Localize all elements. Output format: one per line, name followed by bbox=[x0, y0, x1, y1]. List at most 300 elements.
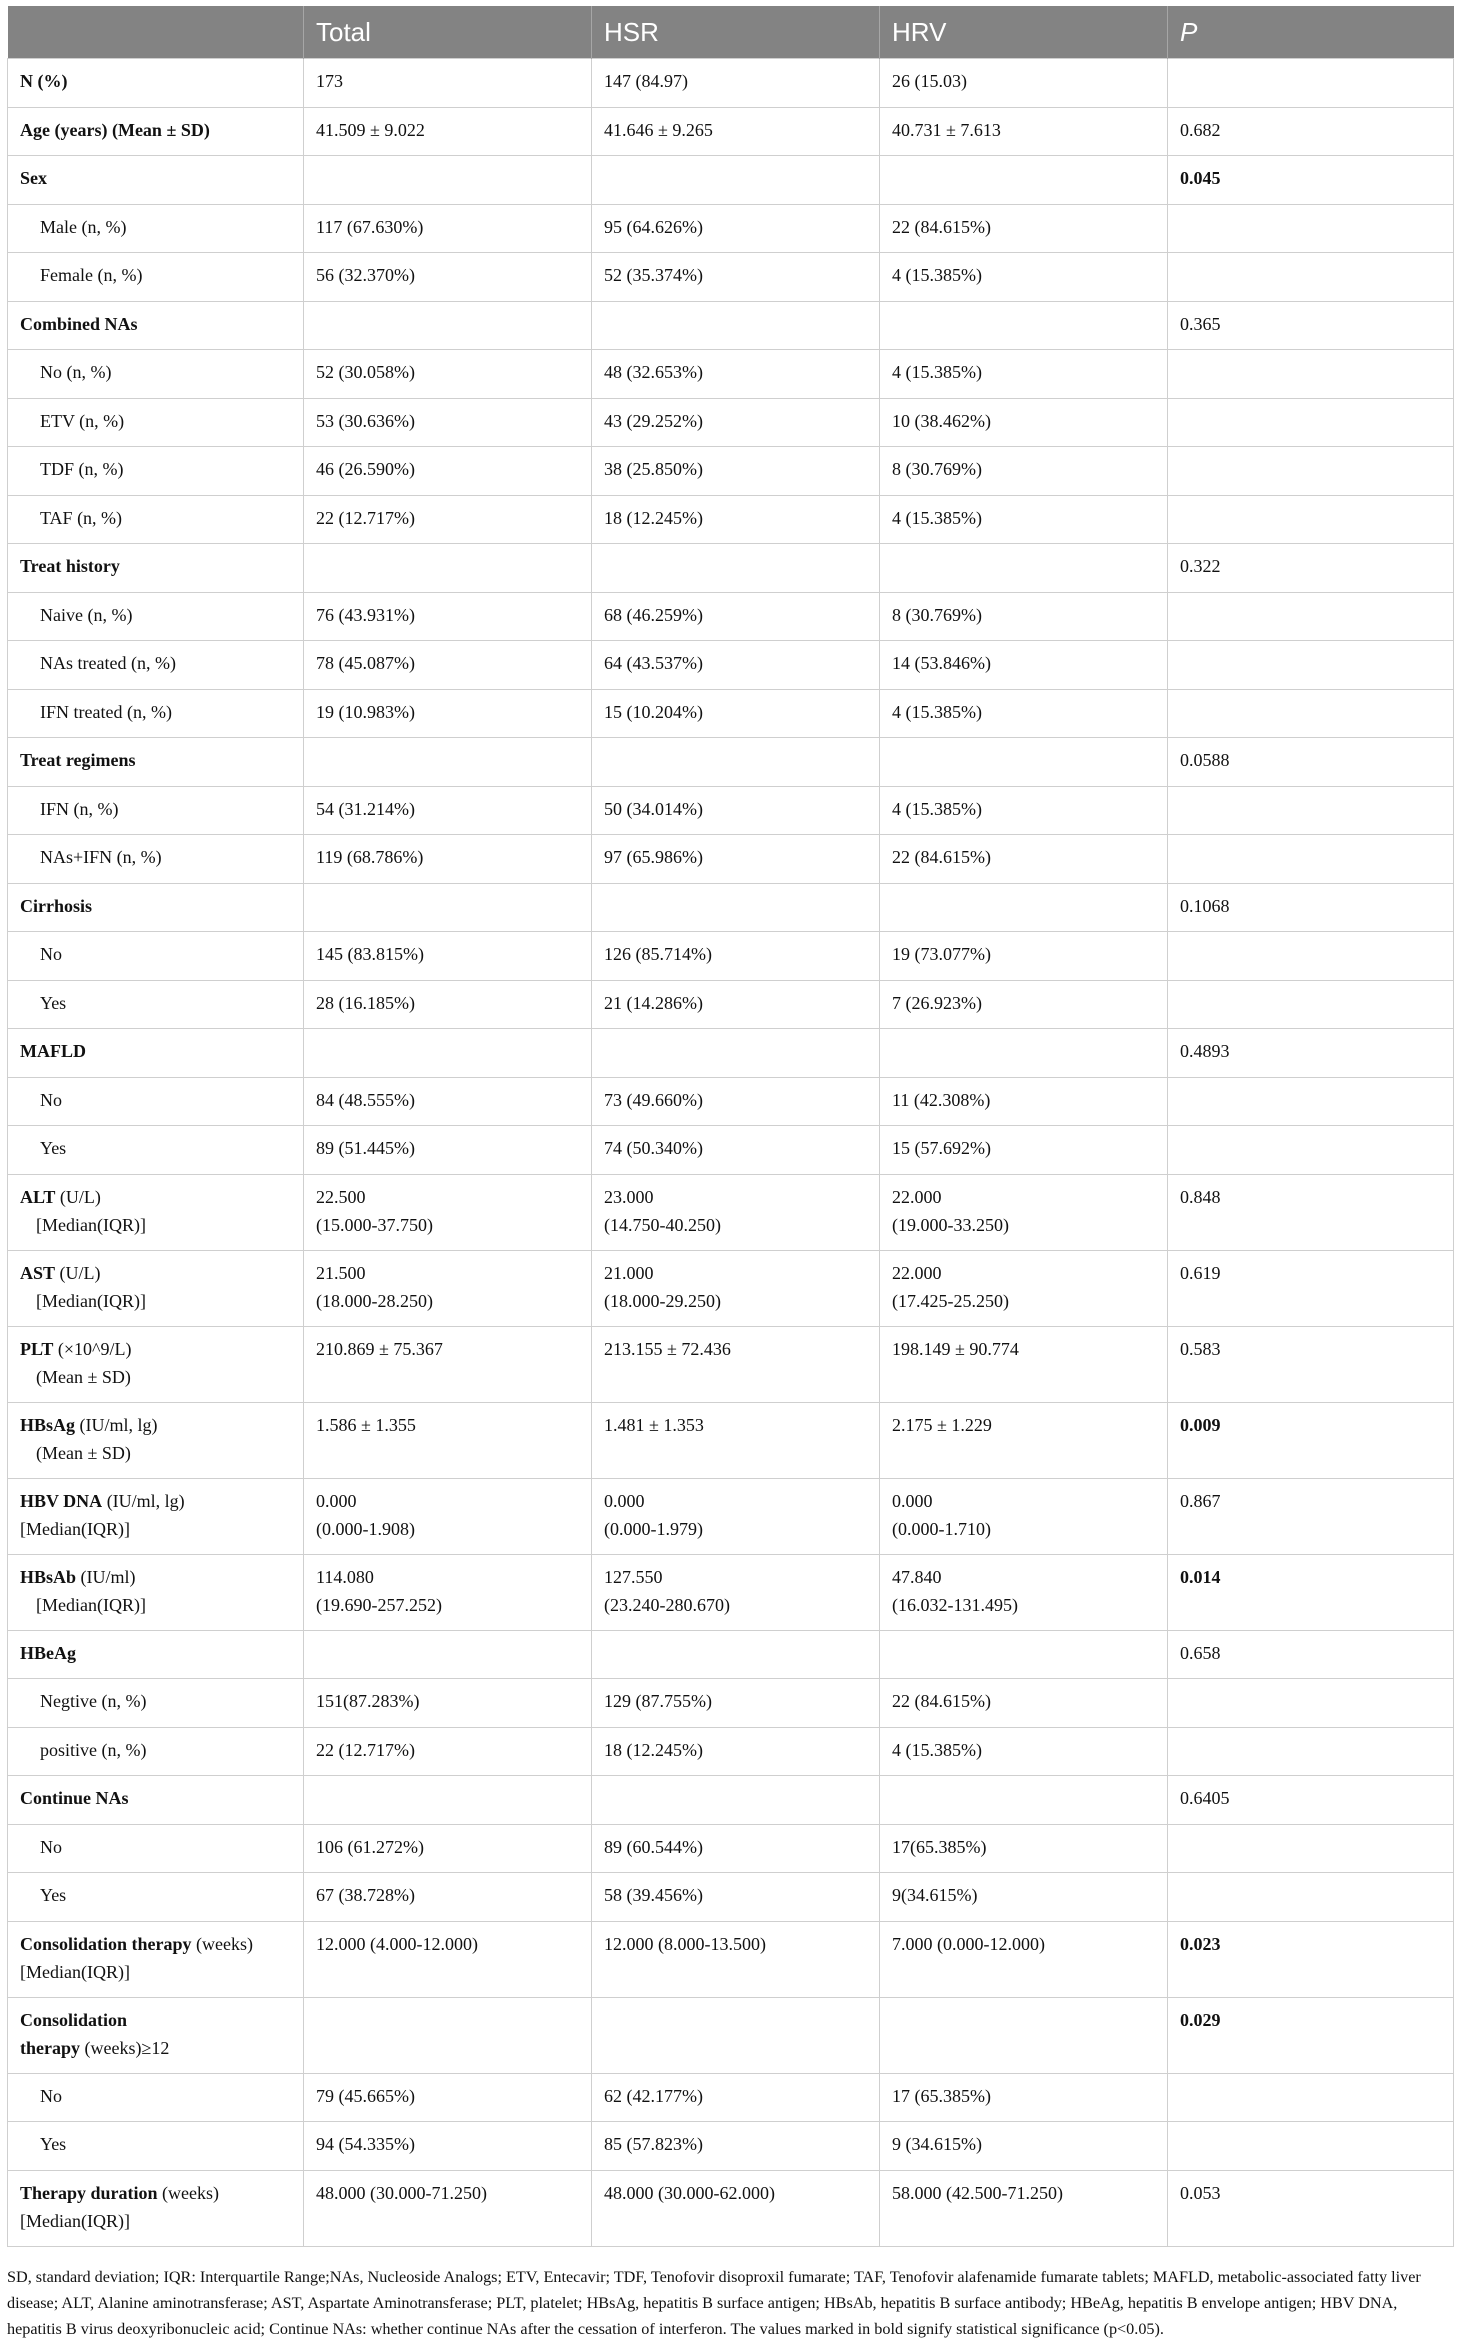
table-row bbox=[8, 2122, 1454, 2171]
cell-hsr bbox=[592, 738, 880, 787]
cell-p-value bbox=[1168, 253, 1454, 302]
table-row bbox=[8, 1029, 1454, 1078]
row-label-text: (IU/ml, lg) bbox=[102, 1490, 185, 1511]
row-label-bold: Age (years) (Mean ± SD) bbox=[20, 119, 210, 140]
table-row bbox=[8, 495, 1454, 544]
cell-hsr bbox=[592, 932, 880, 981]
cell-hsr-value: 97 (65.986%) bbox=[604, 847, 703, 867]
cell-total bbox=[304, 447, 592, 496]
row-label-text: Yes bbox=[40, 1885, 67, 1905]
cell-hsr-value: 127.550 bbox=[604, 1566, 663, 1587]
cell-p-value: 0.045 bbox=[1168, 156, 1454, 205]
cell-hsr bbox=[592, 1029, 880, 1078]
cell-hrv bbox=[880, 1776, 1168, 1825]
row-label-text: No bbox=[40, 1836, 62, 1857]
cell-hrv-value: 22.000 bbox=[892, 1186, 942, 1207]
cell-hrv-value: 15 (57.692%) bbox=[892, 1138, 991, 1158]
cell-total-value: 151(87.283%) bbox=[316, 1691, 420, 1711]
cell-p-value: 0.014 bbox=[1168, 1554, 1454, 1630]
cell-p-value: 0.848 bbox=[1168, 1174, 1454, 1250]
cell-hrv bbox=[880, 1174, 1168, 1250]
cell-p-value: 0.583 bbox=[1168, 1326, 1454, 1402]
cell-total-value: 94 (54.335%) bbox=[316, 2134, 415, 2154]
cell-hrv-range: (0.000-1.710) bbox=[892, 1518, 991, 1539]
cell-hsr bbox=[592, 592, 880, 641]
row-label-bold: Consolidation therapy bbox=[20, 1933, 192, 1954]
cell-p-value bbox=[1168, 1679, 1454, 1728]
cell-total-value: 79 (45.665%) bbox=[316, 2085, 415, 2106]
cell-total-value: 48.000 (30.000-71.250) bbox=[316, 2182, 487, 2203]
row-label-text: IFN (n, %) bbox=[40, 798, 119, 819]
row-label bbox=[8, 1630, 304, 1679]
cell-hrv bbox=[880, 980, 1168, 1029]
cell-total bbox=[304, 2073, 592, 2122]
cell-total bbox=[304, 398, 592, 447]
cell-hsr bbox=[592, 980, 880, 1029]
row-label bbox=[8, 1077, 304, 1126]
cell-hsr bbox=[592, 204, 880, 253]
row-label bbox=[8, 2122, 304, 2171]
row-label bbox=[8, 398, 304, 447]
cell-total bbox=[304, 786, 592, 835]
table-row bbox=[8, 689, 1454, 738]
cell-p-value: 0.619 bbox=[1168, 1250, 1454, 1326]
cell-hsr-value: 68 (46.259%) bbox=[604, 604, 703, 625]
cell-hrv-value: 4 (15.385%) bbox=[892, 1739, 982, 1760]
cell-hsr bbox=[592, 835, 880, 884]
cell-p-value bbox=[1168, 980, 1454, 1029]
cell-total bbox=[304, 883, 592, 932]
cell-total bbox=[304, 1921, 592, 1997]
cell-hsr-value: 18 (12.245%) bbox=[604, 507, 703, 528]
row-label-bold: MAFLD bbox=[20, 1041, 86, 1061]
cell-p-value: 0.009 bbox=[1168, 1402, 1454, 1478]
row-label-line2 bbox=[20, 1363, 291, 1391]
cell-total bbox=[304, 738, 592, 787]
cell-hrv-value: 9(34.615%) bbox=[892, 1885, 978, 1905]
cell-hsr bbox=[592, 786, 880, 835]
cell-total-value: 173 bbox=[316, 71, 343, 91]
cell-hsr-value: 126 (85.714%) bbox=[604, 944, 712, 964]
cell-hrv-value: 8 (30.769%) bbox=[892, 604, 982, 625]
cell-hsr-value: 58 (39.456%) bbox=[604, 1885, 703, 1905]
table-row bbox=[8, 641, 1454, 690]
cell-hrv bbox=[880, 1478, 1168, 1554]
row-label-line2-text: (weeks)≥12 bbox=[80, 2037, 170, 2058]
row-label-bold: HBeAg bbox=[20, 1642, 76, 1663]
row-label-line2-text: [Median(IQR)] bbox=[20, 2210, 130, 2231]
cell-hsr-value: 41.646 ± 9.265 bbox=[604, 119, 713, 140]
row-label bbox=[8, 1478, 304, 1554]
cell-hsr bbox=[592, 1077, 880, 1126]
row-label bbox=[8, 835, 304, 884]
row-label-bold: Treat regimens bbox=[20, 750, 136, 770]
cell-hsr bbox=[592, 1776, 880, 1825]
table-row bbox=[8, 1630, 1454, 1679]
row-label bbox=[8, 1029, 304, 1078]
row-label-text: Yes bbox=[40, 1138, 67, 1158]
cell-p-value: 0.867 bbox=[1168, 1478, 1454, 1554]
table-row bbox=[8, 592, 1454, 641]
table-row bbox=[8, 1174, 1454, 1250]
table-row bbox=[8, 738, 1454, 787]
cell-total bbox=[304, 1029, 592, 1078]
cell-p-value bbox=[1168, 1126, 1454, 1175]
row-label-text: TDF (n, %) bbox=[40, 459, 124, 479]
cell-hsr-value: 62 (42.177%) bbox=[604, 2085, 703, 2106]
row-label-text: No bbox=[40, 2085, 62, 2106]
cell-total-value: 41.509 ± 9.022 bbox=[316, 119, 425, 140]
row-label-text: Naive (n, %) bbox=[40, 604, 133, 625]
cell-hrv bbox=[880, 544, 1168, 593]
cell-total bbox=[304, 59, 592, 108]
cell-p-value: 0.0588 bbox=[1168, 738, 1454, 787]
row-label-line2 bbox=[20, 1515, 291, 1543]
row-label bbox=[8, 253, 304, 302]
row-label-line2 bbox=[20, 1439, 291, 1467]
cell-hrv-value: 9 (34.615%) bbox=[892, 2134, 982, 2154]
cell-hrv bbox=[880, 932, 1168, 981]
row-label bbox=[8, 1824, 304, 1873]
table-row bbox=[8, 398, 1454, 447]
cell-total bbox=[304, 1776, 592, 1825]
cell-total bbox=[304, 1727, 592, 1776]
cell-total bbox=[304, 1679, 592, 1728]
cell-total bbox=[304, 1402, 592, 1478]
cell-total-value: 22.500 bbox=[316, 1186, 366, 1207]
cell-hsr bbox=[592, 1679, 880, 1728]
table-row bbox=[8, 2073, 1454, 2122]
cell-hrv-value: 10 (38.462%) bbox=[892, 410, 991, 431]
cell-hrv bbox=[880, 156, 1168, 205]
cell-total bbox=[304, 1174, 592, 1250]
cell-p-value bbox=[1168, 495, 1454, 544]
table-row bbox=[8, 1402, 1454, 1478]
cell-total-value: 117 (67.630%) bbox=[316, 216, 424, 237]
table-row bbox=[8, 1126, 1454, 1175]
cell-hsr-value: 0.000 bbox=[604, 1490, 645, 1511]
cell-hrv-value: 40.731 ± 7.613 bbox=[892, 119, 1001, 140]
cell-hsr-value: 74 (50.340%) bbox=[604, 1138, 703, 1158]
cell-total-value: 1.586 ± 1.355 bbox=[316, 1414, 416, 1435]
row-label-text: Yes bbox=[40, 2134, 67, 2154]
cell-hrv bbox=[880, 1326, 1168, 1402]
cell-total-value: 84 (48.555%) bbox=[316, 1089, 415, 1110]
cell-hsr-value: 48 (32.653%) bbox=[604, 362, 703, 382]
row-label-line2-text: [Median(IQR)] bbox=[36, 1214, 146, 1235]
cell-hsr bbox=[592, 1873, 880, 1922]
row-label bbox=[8, 350, 304, 399]
cell-total-value: 12.000 (4.000-12.000) bbox=[316, 1933, 478, 1954]
row-label bbox=[8, 544, 304, 593]
cell-hsr bbox=[592, 350, 880, 399]
row-label bbox=[8, 2170, 304, 2246]
cell-p-value: 0.365 bbox=[1168, 301, 1454, 350]
row-label-text: positive (n, %) bbox=[40, 1739, 147, 1760]
cell-p-value bbox=[1168, 1873, 1454, 1922]
row-label bbox=[8, 447, 304, 496]
cell-hrv bbox=[880, 592, 1168, 641]
row-label-bold: Continue NAs bbox=[20, 1788, 129, 1808]
cell-total bbox=[304, 1250, 592, 1326]
cell-total-value: 56 (32.370%) bbox=[316, 265, 415, 285]
table-row bbox=[8, 1554, 1454, 1630]
row-label bbox=[8, 592, 304, 641]
row-label-text: ETV (n, %) bbox=[40, 410, 125, 431]
table-row bbox=[8, 59, 1454, 108]
row-label-bold: ALT bbox=[20, 1186, 56, 1207]
row-label-text: No bbox=[40, 1089, 62, 1110]
row-label bbox=[8, 1679, 304, 1728]
cell-hsr bbox=[592, 544, 880, 593]
cell-hsr-range: (0.000-1.979) bbox=[604, 1518, 703, 1539]
cell-total bbox=[304, 1554, 592, 1630]
cell-hrv-value: 26 (15.03) bbox=[892, 71, 967, 91]
row-label-text: No (n, %) bbox=[40, 362, 112, 382]
cell-hsr bbox=[592, 2170, 880, 2246]
row-label-bold: HBsAg bbox=[20, 1414, 76, 1435]
row-label-text: TAF (n, %) bbox=[40, 507, 123, 528]
table-row bbox=[8, 1727, 1454, 1776]
cell-total bbox=[304, 641, 592, 690]
cell-hsr-value: 50 (34.014%) bbox=[604, 798, 703, 819]
cell-hrv bbox=[880, 1824, 1168, 1873]
cell-hrv bbox=[880, 1679, 1168, 1728]
row-label bbox=[8, 1174, 304, 1250]
cell-p-value: 0.6405 bbox=[1168, 1776, 1454, 1825]
row-label-bold: AST bbox=[20, 1262, 56, 1283]
table-row bbox=[8, 2170, 1454, 2246]
row-label bbox=[8, 1126, 304, 1175]
cell-hrv bbox=[880, 1873, 1168, 1922]
table-row bbox=[8, 1873, 1454, 1922]
row-label bbox=[8, 301, 304, 350]
cell-hrv-value: 7.000 (0.000-12.000) bbox=[892, 1933, 1045, 1954]
table-row bbox=[8, 107, 1454, 156]
row-label bbox=[8, 495, 304, 544]
row-label-text: Female (n, %) bbox=[40, 265, 143, 285]
row-label-text: (×10^9/L) bbox=[53, 1338, 132, 1359]
cell-hsr bbox=[592, 689, 880, 738]
cell-total-value: 22 (12.717%) bbox=[316, 507, 415, 528]
table-row bbox=[8, 1478, 1454, 1554]
row-label-text: (weeks) bbox=[191, 1933, 254, 1954]
cell-hrv bbox=[880, 2170, 1168, 2246]
row-label-bold: N (%) bbox=[20, 71, 68, 91]
cell-hsr-value: 38 (25.850%) bbox=[604, 459, 703, 479]
cell-total-value: 210.869 ± 75.367 bbox=[316, 1338, 443, 1359]
cell-hsr-value: 73 (49.660%) bbox=[604, 1089, 703, 1110]
table-row bbox=[8, 835, 1454, 884]
cell-p-value bbox=[1168, 689, 1454, 738]
row-label-line2 bbox=[20, 2034, 291, 2062]
cell-p-value bbox=[1168, 2122, 1454, 2171]
cell-hrv bbox=[880, 204, 1168, 253]
cell-total-value: 119 (68.786%) bbox=[316, 847, 424, 867]
row-label-text: (IU/ml, lg) bbox=[75, 1414, 158, 1435]
cell-total bbox=[304, 1997, 592, 2073]
cell-hrv-value: 17 (65.385%) bbox=[892, 2085, 991, 2106]
cell-hsr bbox=[592, 495, 880, 544]
cell-total-value: 54 (31.214%) bbox=[316, 798, 415, 819]
cell-hrv-value: 198.149 ± 90.774 bbox=[892, 1338, 1019, 1359]
cell-hrv-value: 11 (42.308%) bbox=[892, 1089, 991, 1110]
cell-total bbox=[304, 156, 592, 205]
table-row bbox=[8, 301, 1454, 350]
row-label-bold: Treat history bbox=[20, 556, 120, 576]
cell-hsr bbox=[592, 156, 880, 205]
row-label bbox=[8, 204, 304, 253]
cell-hrv bbox=[880, 1997, 1168, 2073]
cell-total bbox=[304, 204, 592, 253]
row-label bbox=[8, 883, 304, 932]
cell-total-range: (19.690-257.252) bbox=[316, 1594, 442, 1615]
cell-p-value bbox=[1168, 398, 1454, 447]
cell-hsr bbox=[592, 1174, 880, 1250]
row-label bbox=[8, 1727, 304, 1776]
cell-total-value: 46 (26.590%) bbox=[316, 459, 415, 479]
cell-total bbox=[304, 107, 592, 156]
table-body bbox=[8, 59, 1454, 2247]
baseline-characteristics-table bbox=[7, 6, 1454, 2247]
cell-p-value: 0.1068 bbox=[1168, 883, 1454, 932]
cell-hrv bbox=[880, 1402, 1168, 1478]
cell-total-value: 145 (83.815%) bbox=[316, 944, 424, 964]
cell-hrv-value: 8 (30.769%) bbox=[892, 459, 982, 479]
row-label bbox=[8, 932, 304, 981]
cell-hsr-value: 48.000 (30.000-62.000) bbox=[604, 2182, 775, 2203]
cell-total bbox=[304, 301, 592, 350]
cell-p-value bbox=[1168, 786, 1454, 835]
row-label-text: NAs+IFN (n, %) bbox=[40, 847, 162, 867]
cell-total bbox=[304, 544, 592, 593]
table-row bbox=[8, 1250, 1454, 1326]
cell-hrv-value: 4 (15.385%) bbox=[892, 701, 982, 722]
row-label bbox=[8, 1873, 304, 1922]
cell-hrv-value: 4 (15.385%) bbox=[892, 798, 982, 819]
row-label-line2 bbox=[20, 2207, 291, 2235]
cell-hrv bbox=[880, 1250, 1168, 1326]
cell-hrv-value: 7 (26.923%) bbox=[892, 992, 982, 1013]
cell-hrv bbox=[880, 301, 1168, 350]
table-row bbox=[8, 447, 1454, 496]
cell-hsr bbox=[592, 2073, 880, 2122]
cell-hrv-value: 22 (84.615%) bbox=[892, 216, 991, 237]
cell-hrv bbox=[880, 641, 1168, 690]
cell-hsr bbox=[592, 1126, 880, 1175]
row-label-line2 bbox=[20, 1958, 291, 1986]
cell-hsr bbox=[592, 107, 880, 156]
header-hrv: HRV bbox=[880, 6, 1168, 59]
cell-hrv-value: 17(65.385%) bbox=[892, 1836, 987, 1857]
cell-hsr-value: 129 (87.755%) bbox=[604, 1691, 712, 1711]
row-label bbox=[8, 1921, 304, 1997]
row-label bbox=[8, 1250, 304, 1326]
cell-hsr-value: 18 (12.245%) bbox=[604, 1739, 703, 1760]
cell-p-value: 0.322 bbox=[1168, 544, 1454, 593]
cell-total bbox=[304, 2122, 592, 2171]
cell-hsr bbox=[592, 1250, 880, 1326]
cell-p-value bbox=[1168, 204, 1454, 253]
row-label-text: Male (n, %) bbox=[40, 216, 127, 237]
cell-p-value bbox=[1168, 350, 1454, 399]
cell-hsr-range: (23.240-280.670) bbox=[604, 1594, 730, 1615]
row-label-line2 bbox=[20, 1591, 291, 1619]
cell-p-value bbox=[1168, 641, 1454, 690]
cell-hrv bbox=[880, 253, 1168, 302]
cell-hsr bbox=[592, 641, 880, 690]
table-row bbox=[8, 1326, 1454, 1402]
row-label-line2-text: [Median(IQR)] bbox=[20, 1518, 130, 1539]
cell-hrv bbox=[880, 1727, 1168, 1776]
row-label bbox=[8, 1326, 304, 1402]
cell-hrv bbox=[880, 835, 1168, 884]
cell-total bbox=[304, 1077, 592, 1126]
cell-total bbox=[304, 1478, 592, 1554]
cell-total-range: (15.000-37.750) bbox=[316, 1214, 433, 1235]
cell-hsr-value: 147 (84.97) bbox=[604, 71, 688, 91]
table-row bbox=[8, 786, 1454, 835]
cell-hsr-range: (14.750-40.250) bbox=[604, 1214, 721, 1235]
row-label-line2-bold: therapy bbox=[20, 2037, 80, 2058]
row-label bbox=[8, 738, 304, 787]
row-label-bold: Consolidation bbox=[20, 2009, 128, 2030]
cell-p-value: 0.023 bbox=[1168, 1921, 1454, 1997]
cell-total-value: 76 (43.931%) bbox=[316, 604, 415, 625]
cell-total bbox=[304, 1824, 592, 1873]
row-label-text: (U/L) bbox=[55, 1186, 101, 1207]
cell-p-value bbox=[1168, 447, 1454, 496]
cell-hrv-value: 22.000 bbox=[892, 1262, 942, 1283]
table-row bbox=[8, 1824, 1454, 1873]
cell-total bbox=[304, 1630, 592, 1679]
cell-hrv bbox=[880, 1029, 1168, 1078]
row-label bbox=[8, 1554, 304, 1630]
cell-total bbox=[304, 1326, 592, 1402]
cell-p-value bbox=[1168, 932, 1454, 981]
table-header-row bbox=[8, 6, 1454, 59]
cell-p-value: 0.4893 bbox=[1168, 1029, 1454, 1078]
table-row bbox=[8, 932, 1454, 981]
cell-hsr-value: 85 (57.823%) bbox=[604, 2134, 703, 2154]
cell-hsr bbox=[592, 1554, 880, 1630]
row-label-text: Negtive (n, %) bbox=[40, 1691, 147, 1711]
header-p-value: P bbox=[1168, 6, 1454, 59]
cell-hrv-value: 0.000 bbox=[892, 1490, 933, 1511]
row-label-text: (IU/ml) bbox=[76, 1566, 136, 1587]
cell-hsr-value: 12.000 (8.000-13.500) bbox=[604, 1933, 766, 1954]
row-label-bold: HBV DNA bbox=[20, 1490, 103, 1511]
cell-total bbox=[304, 932, 592, 981]
cell-hsr-range: (18.000-29.250) bbox=[604, 1290, 721, 1311]
cell-hrv bbox=[880, 107, 1168, 156]
cell-p-value: 0.682 bbox=[1168, 107, 1454, 156]
cell-hsr-value: 52 (35.374%) bbox=[604, 265, 703, 285]
cell-hrv-value: 4 (15.385%) bbox=[892, 265, 982, 285]
cell-hrv-value: 19 (73.077%) bbox=[892, 944, 991, 964]
table-row bbox=[8, 980, 1454, 1029]
cell-hsr bbox=[592, 1402, 880, 1478]
row-label-bold: Cirrhosis bbox=[20, 895, 92, 916]
cell-hsr-value: 213.155 ± 72.436 bbox=[604, 1338, 731, 1359]
row-label-bold: Sex bbox=[20, 168, 47, 188]
cell-hsr-value: 23.000 bbox=[604, 1186, 654, 1207]
row-label bbox=[8, 156, 304, 205]
cell-p-value: 0.029 bbox=[1168, 1997, 1454, 2073]
table-footnote: SD, standard deviation; IQR: Interquartile Range;NAs, Nucleoside Analogs; ETV, Entecavir; TDF, Tenofovir disoproxil fumarate; TAF, Tenofovir alafenamide fumarate tablets; MAFLD, metabolic-associated fatty liver disease; ALT, Alanine aminotransferase; AST, Aspartate Aminotransferase; PLT, platelet; HBsAg, hepatitis B surface antigen; HBsAb, hepatitis B surface antibody; HBeAg, hepatitis B envelope antigen; HBV DNA, hepatitis B virus deoxyribonucleic acid; Continue NAs: whether continue NAs after the cessation of interferon. The values marked in bold signify statistical significance (p<0.05). bbox=[7, 2268, 1421, 2338]
cell-hrv bbox=[880, 1554, 1168, 1630]
cell-hrv bbox=[880, 2073, 1168, 2122]
